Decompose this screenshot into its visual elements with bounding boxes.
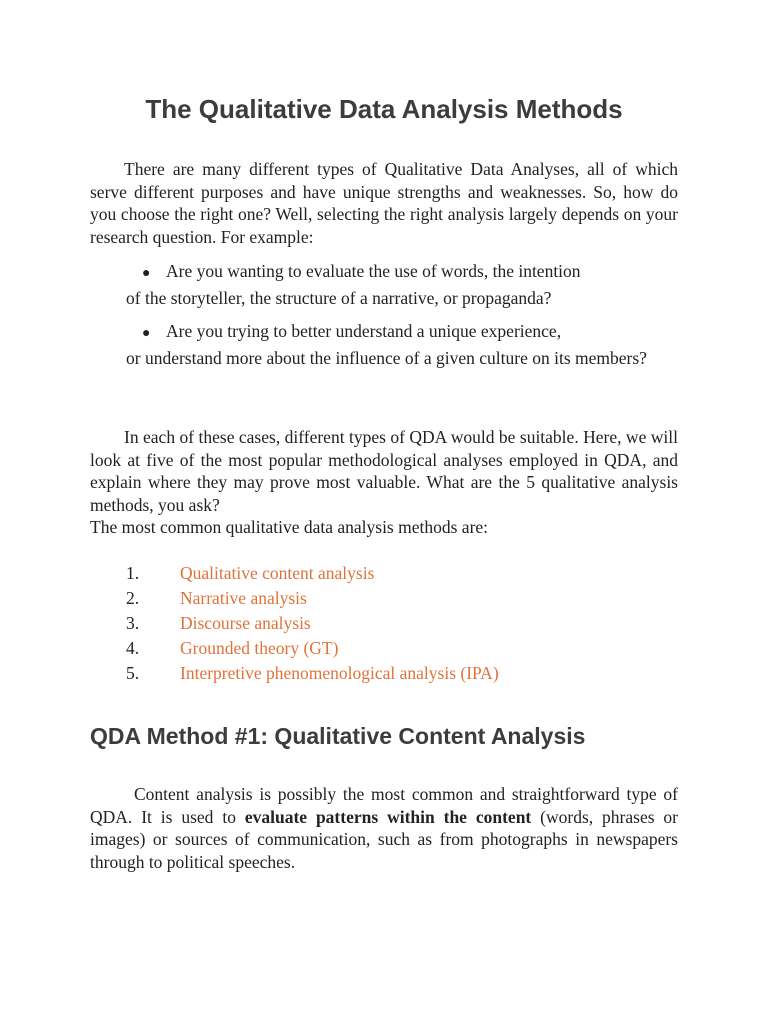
bullet-1-line1: Are you wanting to evaluate the use of words, the intention <box>166 261 581 281</box>
list-number: 5. <box>126 663 140 683</box>
list-number: 1. <box>126 563 140 583</box>
bullet-item-1 <box>126 259 666 310</box>
bullet-2-line1: Are you trying to better understand a unique experience, <box>166 321 562 341</box>
section-heading: QDA Method #1: Qualitative Content Analysis <box>90 723 586 749</box>
common-methods-line: The most common qualitative data analysis methods are: <box>90 517 489 537</box>
list-number: 3. <box>126 613 140 633</box>
bullet-dot-icon: ● <box>142 266 151 281</box>
content-text-after: (words, phrases or images) or sources of communication, such as from photographs in newspapers through to political speeches. <box>90 806 679 872</box>
methods-list <box>126 561 499 686</box>
content-text-before: Content analysis is possibly the most common and straightforward type of QDA. It is used to <box>90 784 678 827</box>
list-number: 4. <box>126 638 140 658</box>
method-link[interactable]: Interpretive phenomenological analysis (IPA) <box>180 663 499 683</box>
content-text-bold: evaluate patterns within the content <box>244 806 532 827</box>
bullet-dot-icon: ● <box>142 326 151 341</box>
method-link[interactable]: Qualitative content analysis <box>180 563 375 583</box>
list-item <box>126 561 499 586</box>
cases-paragraph: In each of these cases, different types of QDA would be suitable. Here, we will look at five of the most popular methodological analyses employed in QDA, and explain where they may prove most valuable. What are the 5 qualitative analysis methods, you ask? <box>90 427 678 515</box>
bullet-1-rest: of the storyteller, the structure of a narrative, or propaganda? <box>126 288 552 308</box>
list-item <box>126 611 499 636</box>
page-title: The Qualitative Data Analysis Methods <box>145 94 623 124</box>
list-item <box>126 586 499 611</box>
list-item <box>126 661 499 686</box>
method-link[interactable]: Grounded theory (GT) <box>180 638 339 658</box>
content-paragraph <box>90 783 678 873</box>
bullet-item-2 <box>126 319 666 370</box>
bullet-2-rest: or understand more about the influence of a given culture on its members? <box>126 348 647 368</box>
method-link[interactable]: Discourse analysis <box>180 613 311 633</box>
list-number: 2. <box>126 588 140 608</box>
list-item <box>126 636 499 661</box>
method-link[interactable]: Narrative analysis <box>180 588 307 608</box>
intro-paragraph: There are many different types of Qualitative Data Analyses, all of which serve different purposes and have unique strengths and weaknesses. So, how do you choose the right one? Well, selecting the right analysis largely depends on your research question. For example: <box>90 159 678 247</box>
